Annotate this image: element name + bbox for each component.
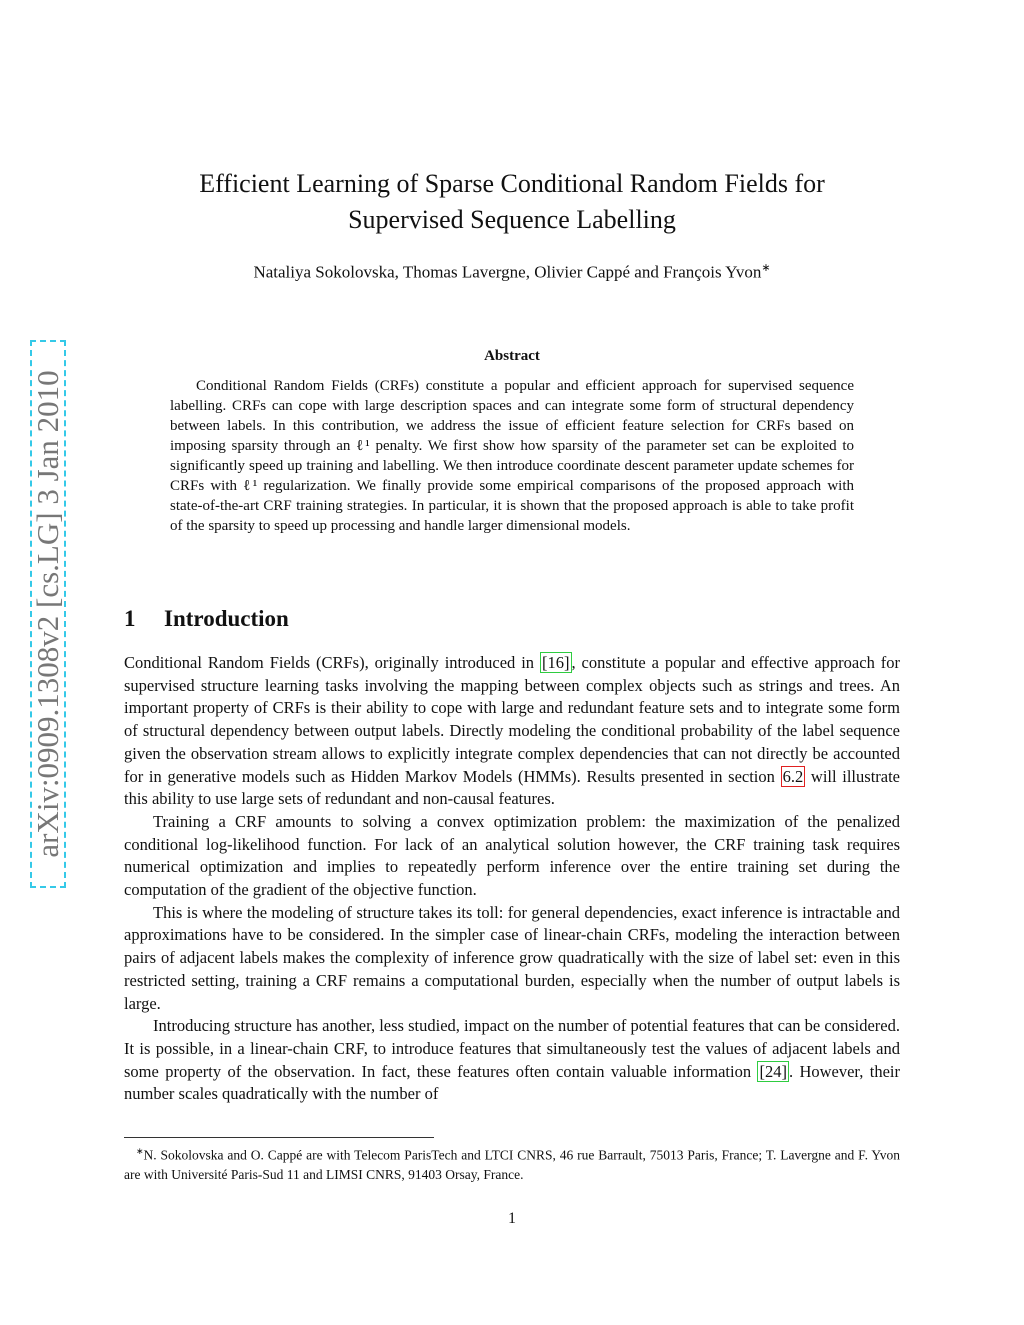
paragraph-3: This is where the modeling of structure takes its toll: for general dependencies, exact inference is intractable and approximations have to be considered. In the simpler case of linear-chain CRFs, modeling the interaction between pairs of adjacent labels makes the complexity of inference grow quadratically with the size of label set: even in this restricted setting, training a CRF remains a computational burden, especially when the number of output labels is large.	[124, 902, 900, 1013]
footnote	[124, 1142, 900, 1184]
arxiv-identifier: arXiv:0909.1308v2 [cs.LG] 3 Jan 2010	[30, 370, 65, 858]
paragraph-2: Training a CRF amounts to solving a convex optimization problem: the maximization of the penalized conditional log-likelihood function. For lack of an analytical solution however, the CRF training task requires numerical optimization and implies to repeatedly perform inference over the entire training set during the computation of the gradient of the objective function.	[124, 811, 900, 900]
arxiv-sidebar-stamp[interactable]	[30, 340, 66, 888]
section-ref-link-6-2[interactable]: 6.2	[782, 766, 804, 786]
paragraph-4	[124, 1015, 900, 1106]
citation-link-16[interactable]: [16]	[542, 653, 570, 672]
abstract-heading: Abstract	[484, 348, 540, 364]
section-number: 1	[124, 606, 136, 631]
page-number: 1	[508, 1210, 516, 1227]
abstract-body: Conditional Random Fields (CRFs) constitute a popular and efficient approach for supervised sequence labelling. CRFs can cope with large description spaces and can integrate some form of structural dependency between labels. In this contribution, we address the issue of efficient feature selection for CRFs based on imposing sparsity through an ℓ¹ penalty. We first show how sparsity of the parameter set can be exploited to significantly speed up training and labelling. We then introduce coordinate descent parameter update schemes for CRFs with ℓ¹ regularization. We finally provide some empirical comparisons of the proposed approach with state-of-the-art CRF training strategies. In particular, it is shown that the proposed approach is able to take profit of the sparsity to speed up processing and handle larger dimensional models.	[170, 378, 854, 534]
section-heading	[124, 606, 289, 632]
section-title: Introduction	[164, 606, 289, 631]
title-line-1: Efficient Learning of Sparse Conditional Random Fields for	[199, 169, 825, 198]
paragraph-4-text-a: Introducing structure has another, less studied, impact on the number of potential features that can be considered. It is possible, in a linear-chain CRF, to introduce features that simultaneously test the values of adjacent labels and some property of the observation. In fact, these features often contain valuable information	[124, 1016, 900, 1081]
footnote-divider	[124, 1137, 434, 1138]
paragraph-1	[124, 652, 900, 811]
footnote-mark: ∗	[136, 1146, 144, 1156]
paragraph-4-text-b: . However, their number scales quadratically with the number of	[124, 1061, 900, 1104]
paragraph-1-text-a: Conditional Random Fields (CRFs), originally introduced in	[124, 653, 540, 672]
title-line-2: Supervised Sequence Labelling	[348, 205, 676, 234]
paragraph-1-text-b: , constitute a popular and effective approach for supervised structure learning tasks involving the mapping between complex objects such as strings and trees. An important property of CRFs is their ability to cope with large and redundant feature sets and to integrate some form of structural dependency between output labels. Directly modeling the conditional probability of the label sequence given the observation stream allows to explicitly integrate complex dependencies that can not directly be accounted for in generative models such as Hidden Markov Models (HMMs). Results presented in section	[124, 653, 900, 786]
authors-text: Nataliya Sokolovska, Thomas Lavergne, Olivier Cappé and François Yvon	[253, 262, 762, 282]
author-footnote-mark[interactable]: ∗	[761, 262, 771, 274]
paper-title	[124, 166, 900, 238]
citation-link-24[interactable]: [24]	[759, 1061, 787, 1081]
paragraph-1-text-c: will illustrate this ability to use large sets of redundant and non-causal features.	[124, 766, 901, 809]
section-body	[124, 652, 900, 1106]
footnote-text: N. Sokolovska and O. Cappé are with Telecom ParisTech and LTCI CNRS, 46 rue Barrault, 75013 Paris, France; T. Lavergne and F. Yvon are with Université Paris-Sud 11 and LIMSI CNRS, 91403 Orsay, France.	[124, 1147, 900, 1182]
author-list	[124, 261, 900, 283]
